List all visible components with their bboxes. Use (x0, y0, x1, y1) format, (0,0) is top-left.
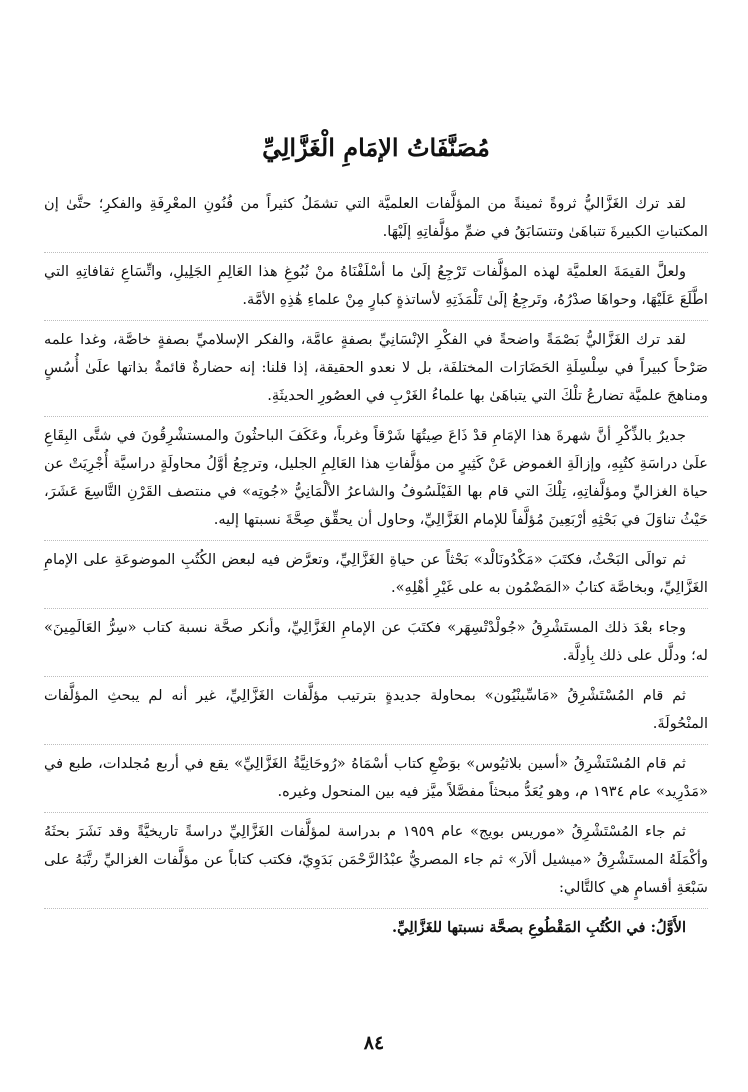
page-number: ٨٤ (363, 1032, 385, 1054)
list-item-first: الأَوَّلُ: في الكُتُبِ المَقْطُوعِ بصحَّة نسبتها للغَزَّالِيِّ. (391, 919, 686, 936)
paragraph-2: ولعلَّ القيمَةَ العلميَّة لهذه المؤلَّفات تَرْجِعُ إلَىٰ ما أسْلَفْنَاهُ منْ نُبُوغِ هذا العَالِمِ الجَلِيلِ، واتِّسَاعِ ثقافاتِهِ التي اطَّلَعَ عَلَيْهَا، وحواهَا صدْرُهُ، وتَرجِعُ إلَىٰ تَلْمَذَتِهِ لأساتذةٍ كبارٍ مِنْ علماءِ هَٰذِهِ الأمَّة. (44, 258, 708, 321)
paragraph-9: ثم جاء المُسْتَشْرِقُ «موريس بويج» عام ١٩٥٩ م بدراسة لمؤلَّفات الغَزَّالِيِّ دراسةً تاريخيَّةً وقد نَشَرَ بحثَهُ وأكْمَلَهُ المستَشْرِقُ «ميشيل ألاَر» ثم جاء المصريُّ عبْدُالرَّحْمَن بَدَوِيّ، فكتب كتاباً عن مؤلَّفات الغزاليِّ رتَّبَهُ على سَبْعَةِ أقسامٍ هي كالتَّالي: (44, 818, 708, 909)
book-page (44, 128, 708, 953)
paragraph-1: لقد ترك الغَزَّاليُّ ثروةً ثمينةً من المؤلَّفات العلميَّة التي تشمَلُ كثيراً من فُنُونِ المعْرِفَةِ والفكرِ؛ حتَّىٰ إن المكتباتِ الكبيرةَ تتباهَىٰ وتتسَابَقُ في ضمِّ مؤلَّفاتِهِ إلَيْهَا. (44, 190, 708, 253)
paragraph-7: ثم قام المُسْتَشْرِقُ «مَاسِّينْيُون» بمحاولة جديدةٍ بترتيب مؤلَّفات الغَزَّالِيِّ، غير أنه لم يبحثِ المؤلَّفات المنْحُولَةَ. (44, 682, 708, 745)
paragraph-8: ثم قام المُسْتَشْرِقُ «أسين بلاثيُوس» بوَضْعِ كتاب أسْمَاهُ «رُوحَانِيَّةُ الغَزَّالِيِّ» يقع في أربع مُجلدات، طبع في «مَدْرِيد» عام ١٩٣٤ م، وهو يُعَدُّ مبحثاً مفصَّلاً ميَّز فيه بين المنحول وغيره. (44, 750, 708, 813)
paragraph-6: وجاء بعْدَ ذلك المستَشْرِقُ «جُولْدْتْسِهَر» فكتَبَ عن الإمامِ الغَزَّالِيِّ، وأنكر صحَّة نسبة كتاب «سِرُّ العَالَمِينَ» له؛ ودلَّل على ذلك بِأدِلَّة. (44, 614, 708, 677)
paragraph-5: ثم توالَى البَحْثُ، فكتَبَ «مَكْدُونَالْد» بَحْثاً عن حياةِ الغَزَّالِيِّ، وتعرَّض فيه لبعض الكُتُبِ الموضوعَةِ على الإمامِ الغَزَّالِيِّ، وبخاصَّة كتابُ «المَضْمُون به على غَيْرِ أهْلِهِ». (44, 546, 708, 609)
paragraph-4: جديرٌ بالذِّكْرِ أنَّ شهرةَ هذا الإمَامِ قدْ ذَاعَ صِيتُهَا شَرْقاً وغرباً، وعَكَفَ الباحثُونَ والمستشْرِقُونَ في شتَّى البِقَاعِ علَىٰ دراسَةِ كتُبِهِ، وإزالَةِ الغموض عَنْ كَثِيرٍ من مؤلَّفاتِ هذا العَالِمِ الجليل، وترجِعُ أوَّلُ محاولَةٍ دراسيَّة أُجْرِيَتْ عن حياة الغزاليِّ ومؤلَّفاتِهِ، تِلْكَ التي قام بها الفَيْلَسُوفُ والشاعرُ الألْمَانِيُّ «جُوتِه» في منتصف القَرْنِ التَّاسِعَ عَشَرَ، حَيْثُ تناوَلَ في بَحْثِهِ أرْبَعِينَ مُؤلَّفاً للإمام الغَزَّالِيِّ، وحاول أن يحقِّق صِحَّةَ نسبتها إليه. (44, 422, 708, 541)
chapter-title: مُصَنَّفَاتُ الإمَامِ الْغَزَّالِيِّ (262, 133, 490, 162)
paragraph-3: لقد ترك الغَزَّاليُّ بَصْمَةً واضحةً في الفكْرِ الإنْسَانِيِّ بصفةٍ عامَّة، والفكر الإسلاميِّ بصفةٍ خاصَّة، وغدا علمه صَرْحاً كبيراً في سِلْسِلَةِ الحَضَارَات المختلفَة، بل لا نعدو الحقيقة، إذا قلنا: إنه حضارةٌ قائمةٌ بذاتها علَىٰ أُسُسٍ ومناهجَ علميَّة تضارعُ تلْكَ التي يتباهَىٰ بها علماءُ الغَرْبِ في العصُورِ الحديثَةِ. (44, 326, 708, 417)
